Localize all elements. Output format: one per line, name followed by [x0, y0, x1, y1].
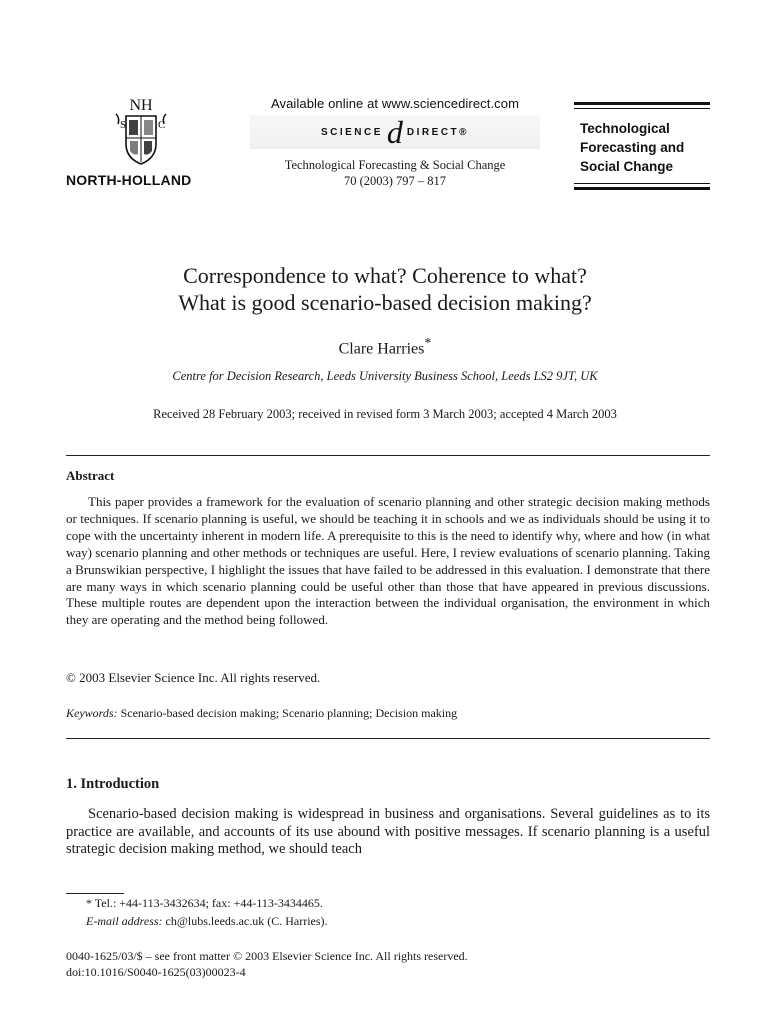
- available-online-text: Available online at www.sciencedirect.com: [270, 96, 520, 111]
- abstract-copyright: © 2003 Elsevier Science Inc. All rights reserved.: [66, 670, 321, 685]
- sciencedirect-logo: [250, 115, 540, 149]
- sd-logo-left: SCIENCE: [320, 126, 383, 138]
- author-name: Clare Harries: [338, 340, 425, 358]
- sd-logo-right: DIRECT®: [406, 126, 470, 138]
- journal-name: Technological Forecasting & Social Change: [284, 158, 506, 172]
- keywords-label: Keywords:: [66, 706, 118, 720]
- journal-title-box: [574, 102, 710, 190]
- journal-box-title: [580, 119, 684, 176]
- footnote-rule: [66, 893, 124, 894]
- divider-bottom: [66, 738, 710, 739]
- front-matter-line: 0040-1625/03/$ – see front matter © 2003 Elsevier Science Inc. All rights reserved.: [66, 949, 468, 963]
- svg-text:NH: NH: [129, 97, 153, 114]
- email-label: E-mail address:: [86, 914, 163, 928]
- sd-logo-at-icon: d: [386, 114, 403, 150]
- section-heading: 1. Introduction: [66, 776, 160, 792]
- svg-text:C: C: [158, 119, 166, 131]
- introduction-body: [66, 806, 710, 859]
- footnote-contact: [86, 895, 323, 911]
- introduction-paragraph: Scenario-based decision making is widespread in business and organisations. Several guidelines as to its practice are available, and accounts of its use abound with positive messages. If scenario planning is a useful strategic decision making method, we should teach: [66, 806, 710, 858]
- footnote-contact-text: Tel.: +44-113-3432634; fax: +44-113-3434465.: [94, 896, 323, 910]
- north-holland-crest-icon: [106, 96, 176, 168]
- publisher-name: NORTH-HOLLAND: [66, 172, 192, 188]
- keywords: [66, 706, 457, 721]
- author-footnote-mark[interactable]: *: [424, 336, 432, 351]
- author: [60, 336, 710, 358]
- journal-box-line: Forecasting and: [580, 140, 685, 155]
- svg-text:S: S: [120, 119, 127, 131]
- abstract-paragraph: This paper provides a framework for the evaluation of scenario planning and other strategic decision making methods or techniques. If scenario planning is useful, we should be teaching it in schools and we as individuals should be using it to cope with the uncertainty inherent in modern life. A prerequisite to this is the need to identify why, where and how (in what way) scenario planning and other methods or techniques are useful. Here, I review evaluations of scenario planning. Taking a Brunswikian perspective, I highlight the issues that have failed to be addressed in this evaluation. I demonstrate that there are many ways in which scenario planning could be useful other than those that have appeared in previous discussions. These multiple routes are dependent upon the interaction between the individual organisation, the environment in which they are operating and the method being followed.: [66, 494, 710, 628]
- received-dates: Received 28 February 2003; received in revised form 3 March 2003; accepted 4 March 2003: [153, 407, 617, 421]
- article-title: [60, 262, 710, 316]
- journal-box-line: Technological: [580, 121, 670, 136]
- doi-line[interactable]: doi:10.1016/S0040-1625(03)00023-4: [66, 965, 246, 979]
- footnote-mark: *: [86, 896, 92, 910]
- divider-top: [66, 455, 710, 456]
- affiliation: Centre for Decision Research, Leeds University Business School, Leeds LS2 9JT, UK: [172, 369, 598, 383]
- journal-box-line: Social Change: [580, 159, 674, 174]
- journal-issue: 70 (2003) 797 – 817: [343, 174, 447, 188]
- abstract-heading: Abstract: [66, 468, 115, 483]
- header-center: [250, 96, 540, 189]
- article-title-line: What is good scenario-based decision making?: [178, 290, 592, 315]
- abstract-body: [66, 494, 710, 629]
- email-address[interactable]: ch@lubs.leeds.ac.uk (C. Harries).: [165, 914, 328, 928]
- footnote-email: [86, 913, 328, 929]
- publisher-logo: [66, 96, 216, 192]
- article-title-line: Correspondence to what? Coherence to what?: [183, 263, 587, 288]
- keywords-list: Scenario-based decision making; Scenario planning; Decision making: [120, 706, 458, 720]
